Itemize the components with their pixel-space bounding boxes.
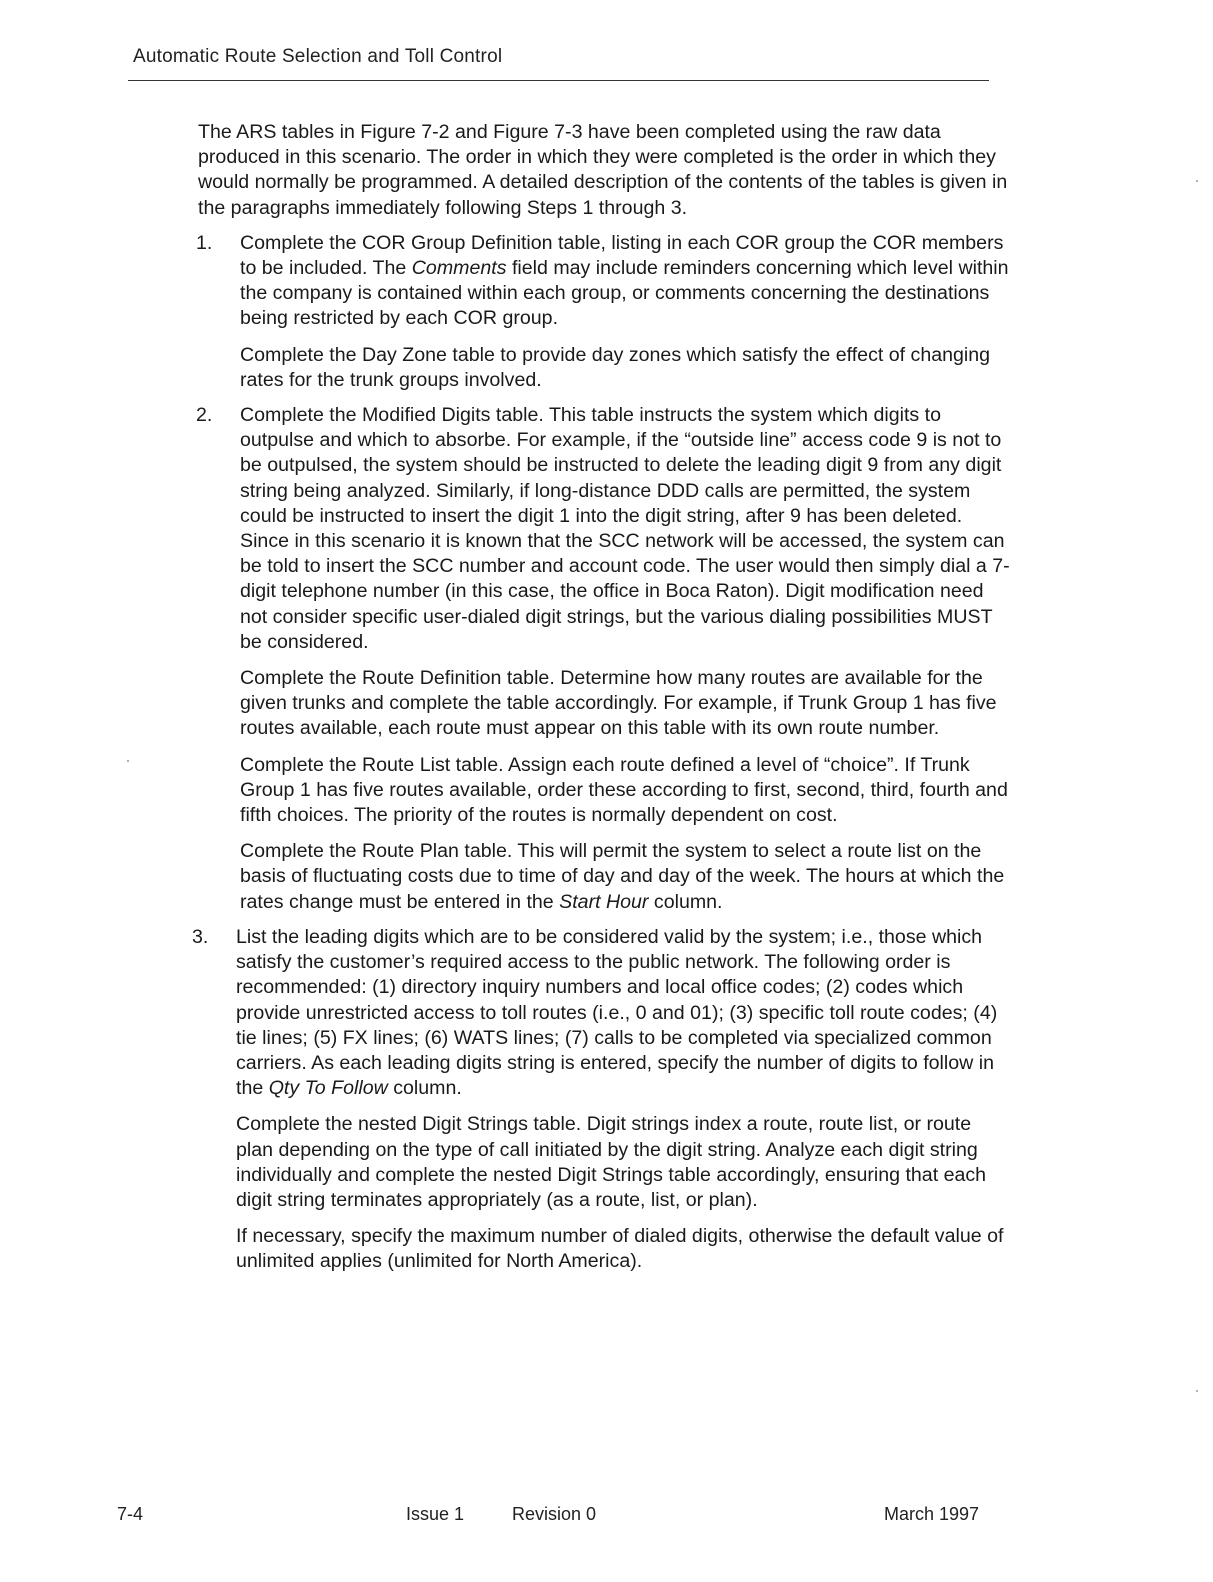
intro-paragraph: The ARS tables in Figure 7-2 and Figure 7-3 have been completed using the raw data produced in this scenario. The order in which they were completed is the order in which they would normally be programmed. A detailed description of the contents of the tables is given in the paragraphs immediately following Steps 1 through 3. xyxy=(198,121,1008,219)
page-number: 7-4 xyxy=(117,1504,144,1524)
step-number: 3. xyxy=(192,925,209,948)
step-3 xyxy=(194,925,1010,1275)
scan-speck xyxy=(1196,1390,1198,1392)
scan-speck xyxy=(1196,180,1198,182)
step-paragraph: Complete the Route List table. Assign each route defined a level of “choice”. If Trunk Group 1 has five routes available, order these according to first, second, third, fourth and fifth choices. The priority of the routes is normally dependent on cost. xyxy=(240,753,1008,827)
step-paragraph: Complete the COR Group Definition table, listing in each COR group the COR members to be included. The Comments field may include reminders concerning which level within the company is contained within each group, or comments concerning the destinations being restricted by each COR group. xyxy=(240,231,1009,330)
step-1 xyxy=(198,231,1010,393)
issue-label: Issue 1 xyxy=(406,1504,465,1524)
header-rule xyxy=(128,80,989,81)
step-paragraph: Complete the nested Digit Strings table. Digit strings index a route, route list, or route plan depending on the type of call initiated by the digit string. Analyze each digit string individually and complete the nested Digit Strings table accordingly, ensuring that each digit string terminates appropriately (as a route, list, or plan). xyxy=(236,1113,987,1211)
revision-label: Revision 0 xyxy=(512,1504,597,1524)
step-number: 2. xyxy=(196,404,213,427)
step-paragraph: Complete the Route Plan table. This will permit the system to select a route list on the basis of fluctuating costs due to time of day and day of the week. The hours at which the rates change must be entered in the Start Hour column. xyxy=(240,840,1005,913)
step-2 xyxy=(198,403,1010,915)
field-name: Qty To Follow xyxy=(268,1077,388,1100)
step-paragraph: Complete the Modified Digits table. This table instructs the system which digits to outpulse and which to absorbe. For example, if the “outside line” access code 9 is not to be outpulsed, the system should be instructed to delete the leading digit 9 from any digit string being analyzed. Similarly, if long-distance DDD calls are permitted, the system could be instructed to insert the digit 1 into the digit string, after 9 has been deleted. Since in this scenario it is known that the SCC network will be accessed, the system can be told to insert the SCC number and account code. The user would then simply dial a 7-digit telephone number (in this case, the office in Boca Raton). Digit modification need not consider specific user-dialed digit strings, but the various dialing possibilities MUST be considered. xyxy=(240,404,1010,653)
field-name: Comments xyxy=(411,257,507,280)
step-paragraph: Complete the Day Zone table to provide day zones which satisfy the effect of changing rates for the trunk groups involved. xyxy=(240,343,991,391)
step-paragraph: If necessary, specify the maximum number of dialed digits, otherwise the default value of unlimited applies (unlimited for North America). xyxy=(236,1225,1004,1273)
scan-speck xyxy=(127,760,129,762)
step-paragraph: Complete the Route Definition table. Determine how many routes are available for the given trunks and complete the table accordingly. For example, if Trunk Group 1 has five routes available, each route must appear on this table with its own route number. xyxy=(240,667,997,740)
running-header: Automatic Route Selection and Toll Control xyxy=(133,46,503,67)
step-paragraph: List the leading digits which are to be considered valid by the system; i.e., those which satisfy the customer’s required access to the public network. The following order is recommended: (1) directory inquiry numbers and local office codes; (2) codes which provide unrestricted access to toll routes (i.e., 0 and 01); (3) specific toll route codes; (4) tie lines; (5) FX lines; (6) WATS lines; (7) calls to be completed via specialized common carriers. As each leading digits string is entered, specify the number of digits to follow in the Qty To Follow column. xyxy=(236,925,998,1100)
field-name: Start Hour xyxy=(559,890,649,913)
body-text xyxy=(192,120,1010,1285)
step-number: 1. xyxy=(196,231,213,254)
publication-date: March 1997 xyxy=(884,1504,980,1524)
